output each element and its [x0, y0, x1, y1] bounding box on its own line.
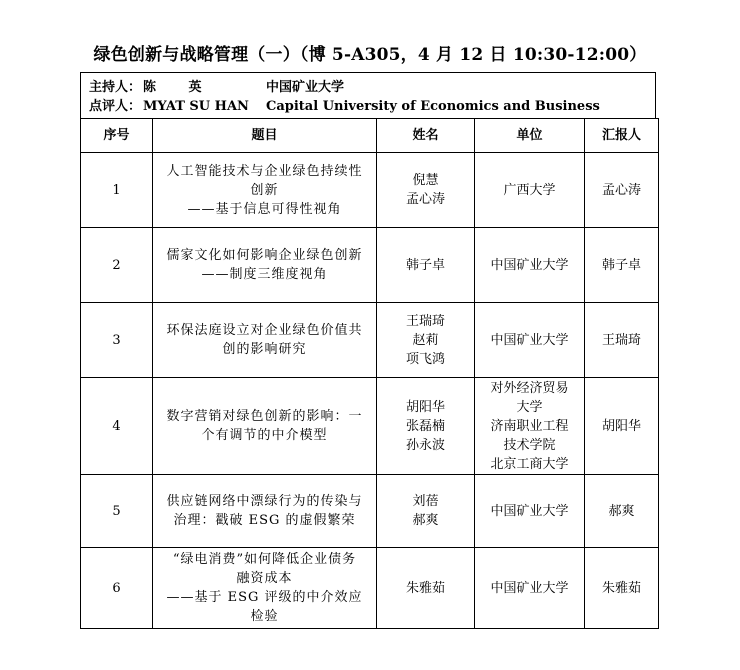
header-topic: 题目	[153, 119, 377, 153]
topic-line: 数字营销对绿色创新的影响：一	[166, 409, 363, 424]
table-header-row	[81, 119, 659, 153]
schedule-sheet	[80, 72, 656, 629]
row-unit	[475, 303, 585, 378]
row-no: 4	[81, 378, 153, 475]
reviewer-name: MYAT SU HAN	[143, 99, 249, 114]
row-topic	[153, 303, 377, 378]
host-affiliation: 中国矿业大学	[266, 80, 345, 95]
table-row	[81, 548, 659, 629]
topic-line: ——基于 ESG 评级的中介效应	[166, 590, 363, 605]
row-reporter: 胡阳华	[585, 378, 659, 475]
topic-line: 儒家文化如何影响企业绿色创新	[166, 248, 363, 263]
author-name: 倪慧	[412, 173, 439, 188]
reviewer-label: 点评人：	[89, 99, 142, 114]
topic-line: 创的影响研究	[222, 342, 307, 357]
row-reporter: 韩子卓	[585, 228, 659, 303]
topic-line: ——基于信息可得性视角	[187, 201, 342, 217]
header-unit: 单位	[475, 119, 585, 153]
topic-line: “绿电消费”如何降低企业债务	[172, 552, 357, 567]
topic-line: 供应链网络中漂绿行为的传染与	[166, 494, 363, 509]
row-names	[377, 378, 475, 475]
row-no: 2	[81, 228, 153, 303]
row-unit	[475, 475, 585, 548]
row-names	[377, 303, 475, 378]
row-reporter: 郝爽	[585, 475, 659, 548]
unit-line: 中国矿业大学	[490, 257, 569, 273]
row-topic	[153, 153, 377, 228]
author-name: 韩子卓	[405, 257, 445, 273]
row-reporter: 王瑞琦	[585, 303, 659, 378]
host-row	[89, 78, 655, 97]
row-names	[377, 475, 475, 548]
author-name: 孙永波	[405, 437, 445, 453]
row-unit	[475, 153, 585, 228]
topic-line: 环保法庭设立对企业绿色价值共	[166, 323, 363, 338]
topic-line: 创新	[250, 182, 279, 198]
header-reporter: 汇报人	[585, 119, 659, 153]
unit-line: 中国矿业大学	[490, 580, 569, 596]
host-name: 陈 英	[143, 80, 216, 95]
topic-line: 检验	[250, 609, 279, 624]
session-info	[80, 72, 656, 118]
table-row	[81, 378, 659, 475]
unit-line: 技术学院	[503, 437, 556, 453]
row-reporter: 孟心涛	[585, 153, 659, 228]
topic-line: 融资成本	[236, 571, 293, 586]
row-topic	[153, 548, 377, 629]
reviewer-row	[89, 97, 655, 116]
author-name: 朱雅茹	[405, 580, 445, 596]
page-title: 绿色创新与战略管理（一）（博 5-A305，4 月 12 日 10:30-12:00）	[93, 45, 647, 65]
row-unit	[475, 548, 585, 629]
topic-line: 治理：戳破 ESG 的虚假繁荣	[173, 513, 356, 528]
unit-line: 北京工商大学	[490, 456, 569, 472]
row-reporter: 朱雅茹	[585, 548, 659, 629]
unit-line: 大学	[516, 399, 543, 415]
row-names	[377, 548, 475, 629]
table-row	[81, 153, 659, 228]
author-name: 孟心涛	[405, 192, 445, 207]
row-topic	[153, 228, 377, 303]
unit-line: 中国矿业大学	[490, 332, 569, 348]
row-no: 5	[81, 475, 153, 548]
author-name: 赵莉	[412, 332, 439, 348]
row-topic	[153, 475, 377, 548]
unit-line: 中国矿业大学	[490, 503, 569, 519]
row-unit	[475, 228, 585, 303]
row-no: 6	[81, 548, 153, 629]
author-name: 胡阳华	[405, 399, 445, 415]
schedule-table	[80, 118, 659, 629]
author-name: 郝爽	[412, 513, 439, 528]
host-label: 主持人：	[89, 80, 142, 95]
table-row	[81, 475, 659, 548]
topic-line: 人工智能技术与企业绿色持续性	[166, 163, 363, 179]
header-no: 序号	[81, 119, 153, 153]
row-names	[377, 153, 475, 228]
row-topic	[153, 378, 377, 475]
unit-line: 济南职业工程	[490, 418, 569, 434]
table-row	[81, 228, 659, 303]
row-no: 1	[81, 153, 153, 228]
topic-line: ——制度三维度视角	[201, 267, 328, 282]
row-no: 3	[81, 303, 153, 378]
author-name: 刘蓓	[412, 494, 439, 509]
unit-line: 对外经济贸易	[490, 380, 569, 396]
author-name: 王瑞琦	[405, 313, 445, 329]
topic-line: 个有调节的中介模型	[201, 428, 328, 443]
unit-line: 广西大学	[503, 182, 556, 198]
author-name: 张磊楠	[405, 418, 445, 434]
row-names	[377, 228, 475, 303]
table-row	[81, 303, 659, 378]
author-name: 项飞鸿	[405, 351, 445, 367]
row-unit	[475, 378, 585, 475]
header-name: 姓名	[377, 119, 475, 153]
reviewer-affiliation: Capital University of Economics and Business	[266, 99, 600, 114]
